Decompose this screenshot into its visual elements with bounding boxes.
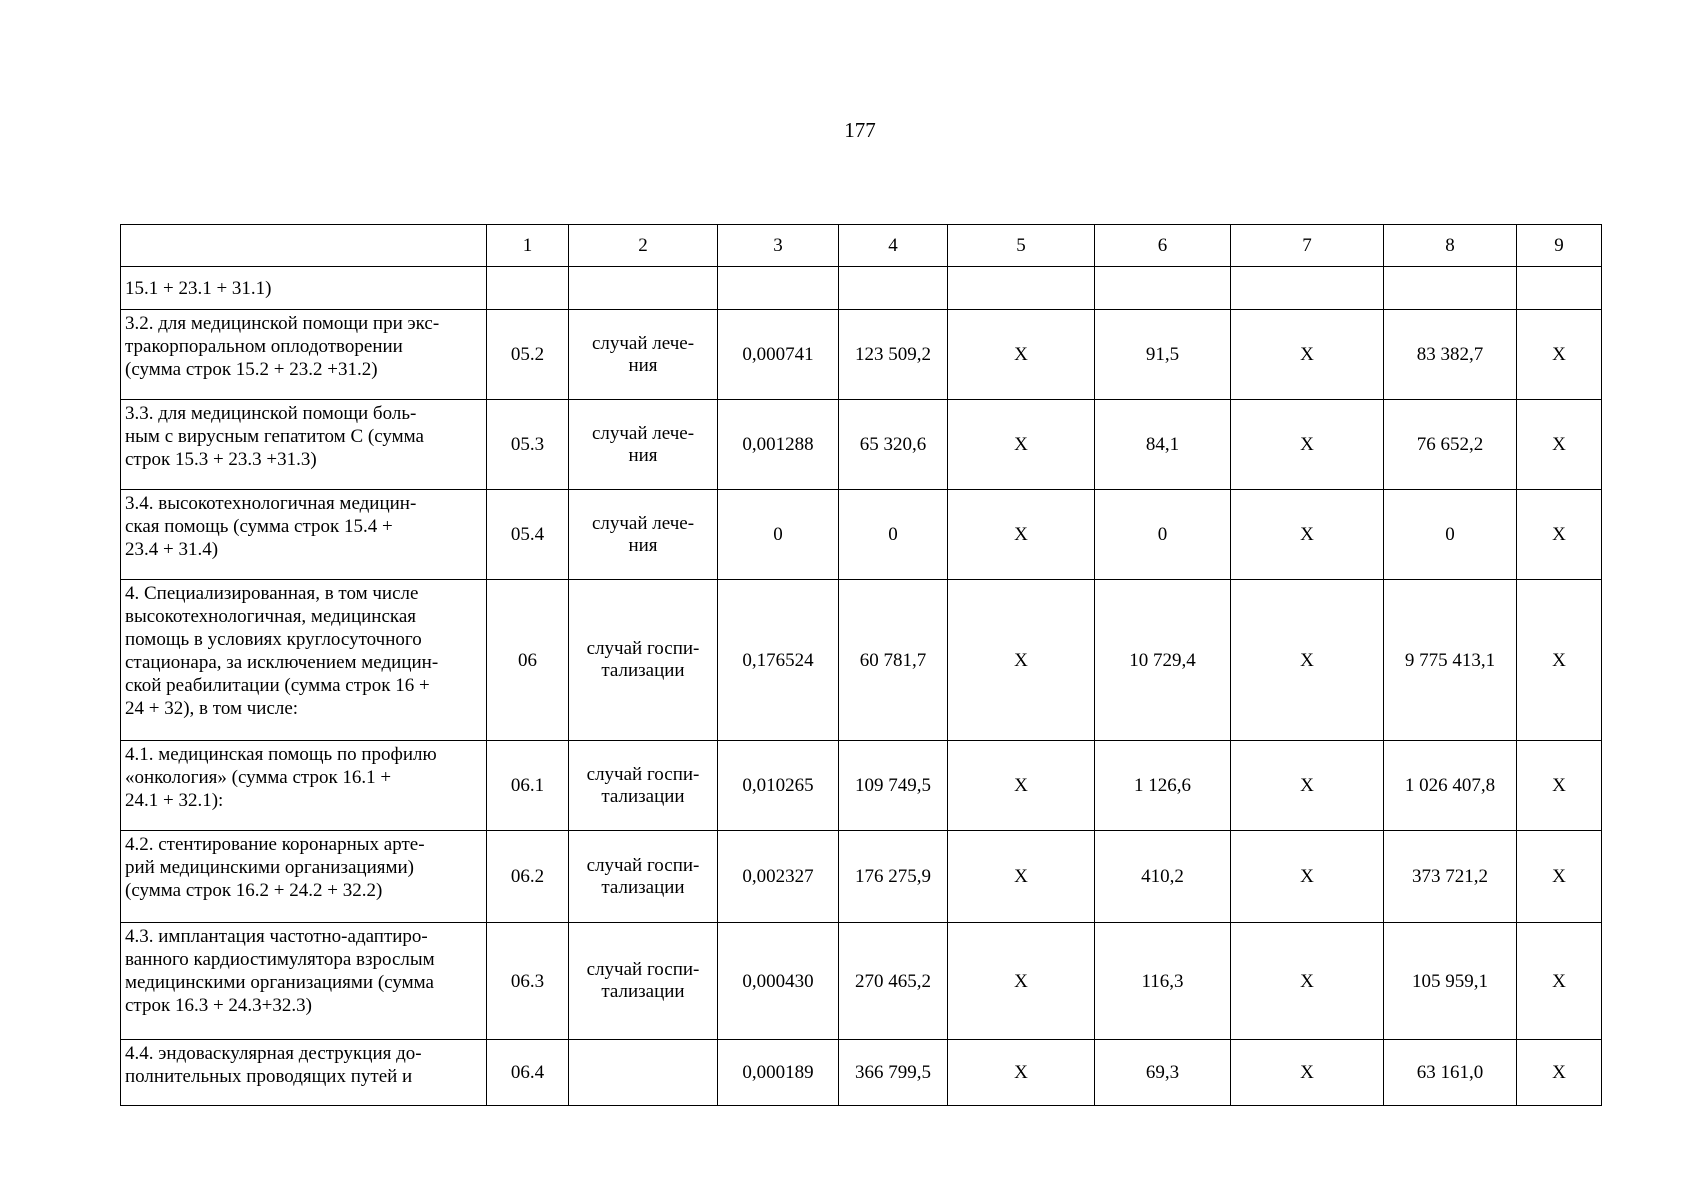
header-cell: 5 xyxy=(948,225,1095,267)
cell-text: 05.4 xyxy=(510,524,545,545)
cell-text: 123 509,2 xyxy=(855,344,931,365)
cell-text: 65 320,6 xyxy=(859,434,927,455)
header-row xyxy=(121,225,1602,267)
value-cell xyxy=(1517,831,1602,923)
cell-text: 270 465,2 xyxy=(855,970,931,992)
cell-text: 3.3. для медицинской помощи боль- ным с вирусным гепатитом С (сумма строк 15.3 + 23.3 +31.3) xyxy=(125,403,424,470)
value-cell xyxy=(1231,831,1384,923)
unit-cell xyxy=(569,741,718,831)
value-cell xyxy=(718,310,839,400)
cell-text: 0 xyxy=(1157,524,1168,545)
table-row xyxy=(121,923,1602,1040)
value-cell xyxy=(839,267,948,310)
cell-text: X xyxy=(1300,866,1314,887)
header-cell: 1 xyxy=(487,225,569,267)
value-cell xyxy=(718,831,839,923)
value-cell xyxy=(948,310,1095,400)
value-cell xyxy=(487,831,569,923)
cell-text: 0,001288 xyxy=(742,434,814,455)
value-cell xyxy=(948,831,1095,923)
cell-text: 105 959,1 xyxy=(1412,970,1488,992)
cell-text: 0,002327 xyxy=(742,866,814,887)
value-cell xyxy=(1231,267,1384,310)
cell-text: X xyxy=(1552,434,1566,455)
cell-text: X xyxy=(1552,1062,1566,1083)
value-cell xyxy=(948,923,1095,1040)
unit-cell xyxy=(569,400,718,490)
row-description xyxy=(121,741,487,831)
cell-text: 0,000741 xyxy=(742,344,814,365)
cell-text: X xyxy=(1552,524,1566,545)
value-cell xyxy=(1517,923,1602,1040)
cell-text: 3.2. для медицинской помощи при экс- тракорпоральном оплодотворении (сумма строк 15.2 + 23.2 +31.2) xyxy=(125,313,440,380)
value-cell xyxy=(1384,490,1517,580)
row-description xyxy=(121,267,487,310)
value-cell xyxy=(1517,580,1602,741)
cell-text: 15.1 + 23.1 + 31.1) xyxy=(125,277,272,299)
cell-text: 0 xyxy=(888,524,898,545)
data-table xyxy=(120,224,1602,1106)
cell-text: 9 775 413,1 xyxy=(1404,649,1496,671)
value-cell xyxy=(1517,310,1602,400)
cell-text: 84,1 xyxy=(1145,434,1180,455)
value-cell xyxy=(1095,490,1231,580)
value-cell xyxy=(1384,831,1517,923)
value-cell xyxy=(839,1040,948,1106)
unit-cell xyxy=(569,580,718,741)
table-row xyxy=(121,310,1602,400)
value-cell xyxy=(718,267,839,310)
cell-text: случай госпи- тализации xyxy=(586,854,700,898)
value-cell xyxy=(1384,1040,1517,1106)
cell-text: случай госпи- тализации xyxy=(586,638,700,681)
cell-text: X xyxy=(1014,866,1028,887)
cell-text: случай лече- ния xyxy=(591,422,695,466)
header-cell xyxy=(121,225,487,267)
value-cell xyxy=(1384,400,1517,490)
cell-text: 0,010265 xyxy=(742,775,814,796)
cell-text: случай лече- ния xyxy=(591,512,695,556)
unit-cell xyxy=(569,267,718,310)
cell-text: X xyxy=(1552,970,1566,992)
header-cell: 6 xyxy=(1095,225,1231,267)
value-cell xyxy=(1095,831,1231,923)
row-description xyxy=(121,310,487,400)
cell-text: X xyxy=(1014,970,1028,992)
cell-text: 06.2 xyxy=(510,866,545,887)
value-cell xyxy=(839,923,948,1040)
cell-text: 1 126,6 xyxy=(1134,775,1191,796)
row-description xyxy=(121,1040,487,1106)
cell-text: X xyxy=(1552,866,1566,887)
unit-cell xyxy=(569,831,718,923)
value-cell xyxy=(839,741,948,831)
value-cell xyxy=(718,1040,839,1106)
cell-text: 116,3 xyxy=(1141,970,1184,992)
page-number: 177 xyxy=(844,118,876,142)
unit-cell xyxy=(569,923,718,1040)
value-cell xyxy=(1095,400,1231,490)
value-cell xyxy=(1231,400,1384,490)
header-cell: 2 xyxy=(569,225,718,267)
row-description xyxy=(121,831,487,923)
cell-text: 3.4. высокотехнологичная медицин- ская помощь (сумма строк 15.4 + 23.4 + 31.4) xyxy=(125,493,417,560)
value-cell xyxy=(487,400,569,490)
table-row xyxy=(121,831,1602,923)
cell-text: X xyxy=(1552,344,1566,365)
cell-text: 4.4. эндоваскулярная деструкция до- полнительных проводящих путей и xyxy=(125,1043,422,1087)
value-cell xyxy=(1095,741,1231,831)
value-cell xyxy=(1384,580,1517,741)
cell-text: X xyxy=(1014,649,1028,671)
cell-text: X xyxy=(1552,649,1566,671)
cell-text: 83 382,7 xyxy=(1416,344,1484,365)
header-cell: 7 xyxy=(1231,225,1384,267)
cell-text: 06 xyxy=(518,649,537,671)
header-cell: 4 xyxy=(839,225,948,267)
cell-text: случай госпи- тализации xyxy=(586,763,700,807)
cell-text: 4.3. имплантация частотно-адаптиро- ванного кардиостимулятора взрослым медицинскими организациями (сумма строк 16.3 + 24.3+32.3) xyxy=(125,926,435,1016)
cell-text: случай госпи- тализации xyxy=(586,959,700,1002)
value-cell xyxy=(718,741,839,831)
cell-text: X xyxy=(1300,649,1314,671)
value-cell xyxy=(1231,741,1384,831)
value-cell xyxy=(1384,741,1517,831)
value-cell xyxy=(839,400,948,490)
value-cell xyxy=(487,490,569,580)
cell-text: 05.2 xyxy=(510,344,545,365)
value-cell xyxy=(1095,267,1231,310)
cell-text: 06.3 xyxy=(510,970,545,992)
value-cell xyxy=(1384,310,1517,400)
value-cell xyxy=(1517,400,1602,490)
value-cell xyxy=(1095,1040,1231,1106)
value-cell xyxy=(1384,267,1517,310)
cell-text: 91,5 xyxy=(1145,344,1180,365)
cell-text: 0,000430 xyxy=(742,970,814,992)
value-cell xyxy=(487,923,569,1040)
value-cell xyxy=(948,580,1095,741)
value-cell xyxy=(718,490,839,580)
value-cell xyxy=(1231,310,1384,400)
unit-cell xyxy=(569,310,718,400)
value-cell xyxy=(948,1040,1095,1106)
header-cell: 9 xyxy=(1517,225,1602,267)
cell-text: 0 xyxy=(1445,524,1455,545)
table-row xyxy=(121,267,1602,310)
cell-text: X xyxy=(1014,344,1028,365)
cell-text: 63 161,0 xyxy=(1416,1062,1484,1083)
value-cell xyxy=(718,580,839,741)
cell-text: X xyxy=(1300,775,1314,796)
cell-text: 4. Специализированная, в том числе высокотехнологичная, медицинская помощь в условиях круглосуточного стационара, за исключением медицин- ской реабилитации (сумма строк 16 + 24 + 32), в том числе: xyxy=(125,583,439,719)
header-cell: 3 xyxy=(718,225,839,267)
value-cell xyxy=(487,580,569,741)
row-description xyxy=(121,490,487,580)
value-cell xyxy=(487,1040,569,1106)
value-cell xyxy=(1384,923,1517,1040)
cell-text: 4.1. медицинская помощь по профилю «онкология» (сумма строк 16.1 + 24.1 + 32.1): xyxy=(125,744,437,811)
value-cell xyxy=(948,267,1095,310)
table-row xyxy=(121,741,1602,831)
cell-text: 176 275,9 xyxy=(855,866,931,887)
cell-text: случай лече- ния xyxy=(591,332,695,376)
cell-text: 60 781,7 xyxy=(859,649,927,671)
value-cell xyxy=(487,741,569,831)
value-cell xyxy=(839,831,948,923)
value-cell xyxy=(1517,267,1602,310)
cell-text: 1 026 407,8 xyxy=(1404,775,1496,796)
cell-text: X xyxy=(1014,434,1028,455)
value-cell xyxy=(487,267,569,310)
value-cell xyxy=(1517,741,1602,831)
cell-text: 109 749,5 xyxy=(855,775,931,796)
table-row xyxy=(121,400,1602,490)
cell-text: X xyxy=(1014,524,1028,545)
value-cell xyxy=(1095,310,1231,400)
table-row xyxy=(121,580,1602,741)
cell-text: 05.3 xyxy=(510,434,545,455)
table-row xyxy=(121,490,1602,580)
value-cell xyxy=(1517,1040,1602,1106)
row-description xyxy=(121,923,487,1040)
cell-text: X xyxy=(1300,434,1314,455)
cell-text: 366 799,5 xyxy=(855,1062,931,1083)
table-row xyxy=(121,1040,1602,1106)
cell-text: 10 729,4 xyxy=(1129,649,1196,671)
cell-text: X xyxy=(1300,524,1314,545)
cell-text: 0,176524 xyxy=(742,649,814,671)
value-cell xyxy=(948,741,1095,831)
cell-text: 76 652,2 xyxy=(1416,434,1484,455)
value-cell xyxy=(718,923,839,1040)
cell-text: 06.1 xyxy=(510,775,545,796)
cell-text: 4.2. стентирование коронарных арте- рий медицинскими организациями) (сумма строк 16.2 + 24.2 + 32.2) xyxy=(125,834,425,901)
value-cell xyxy=(1095,580,1231,741)
value-cell xyxy=(1095,923,1231,1040)
unit-cell xyxy=(569,490,718,580)
cell-text: X xyxy=(1014,1062,1028,1083)
value-cell xyxy=(948,490,1095,580)
cell-text: 0,000189 xyxy=(742,1062,814,1083)
cell-text: X xyxy=(1552,775,1566,796)
cell-text: 06.4 xyxy=(510,1062,545,1083)
unit-cell xyxy=(569,1040,718,1106)
header-cell: 8 xyxy=(1384,225,1517,267)
value-cell xyxy=(1231,580,1384,741)
cell-text: 410,2 xyxy=(1141,866,1184,887)
value-cell xyxy=(839,310,948,400)
value-cell xyxy=(718,400,839,490)
value-cell xyxy=(487,310,569,400)
value-cell xyxy=(1231,1040,1384,1106)
cell-text: X xyxy=(1300,344,1314,365)
value-cell xyxy=(839,580,948,741)
cell-text: X xyxy=(1014,775,1028,796)
cell-text: 373 721,2 xyxy=(1412,866,1488,887)
cell-text: X xyxy=(1300,970,1314,992)
value-cell xyxy=(948,400,1095,490)
cell-text: X xyxy=(1300,1062,1314,1083)
value-cell xyxy=(1231,923,1384,1040)
cell-text: 0 xyxy=(773,524,783,545)
value-cell xyxy=(839,490,948,580)
row-description xyxy=(121,580,487,741)
value-cell xyxy=(1517,490,1602,580)
row-description xyxy=(121,400,487,490)
value-cell xyxy=(1231,490,1384,580)
cell-text: 69,3 xyxy=(1145,1062,1180,1083)
